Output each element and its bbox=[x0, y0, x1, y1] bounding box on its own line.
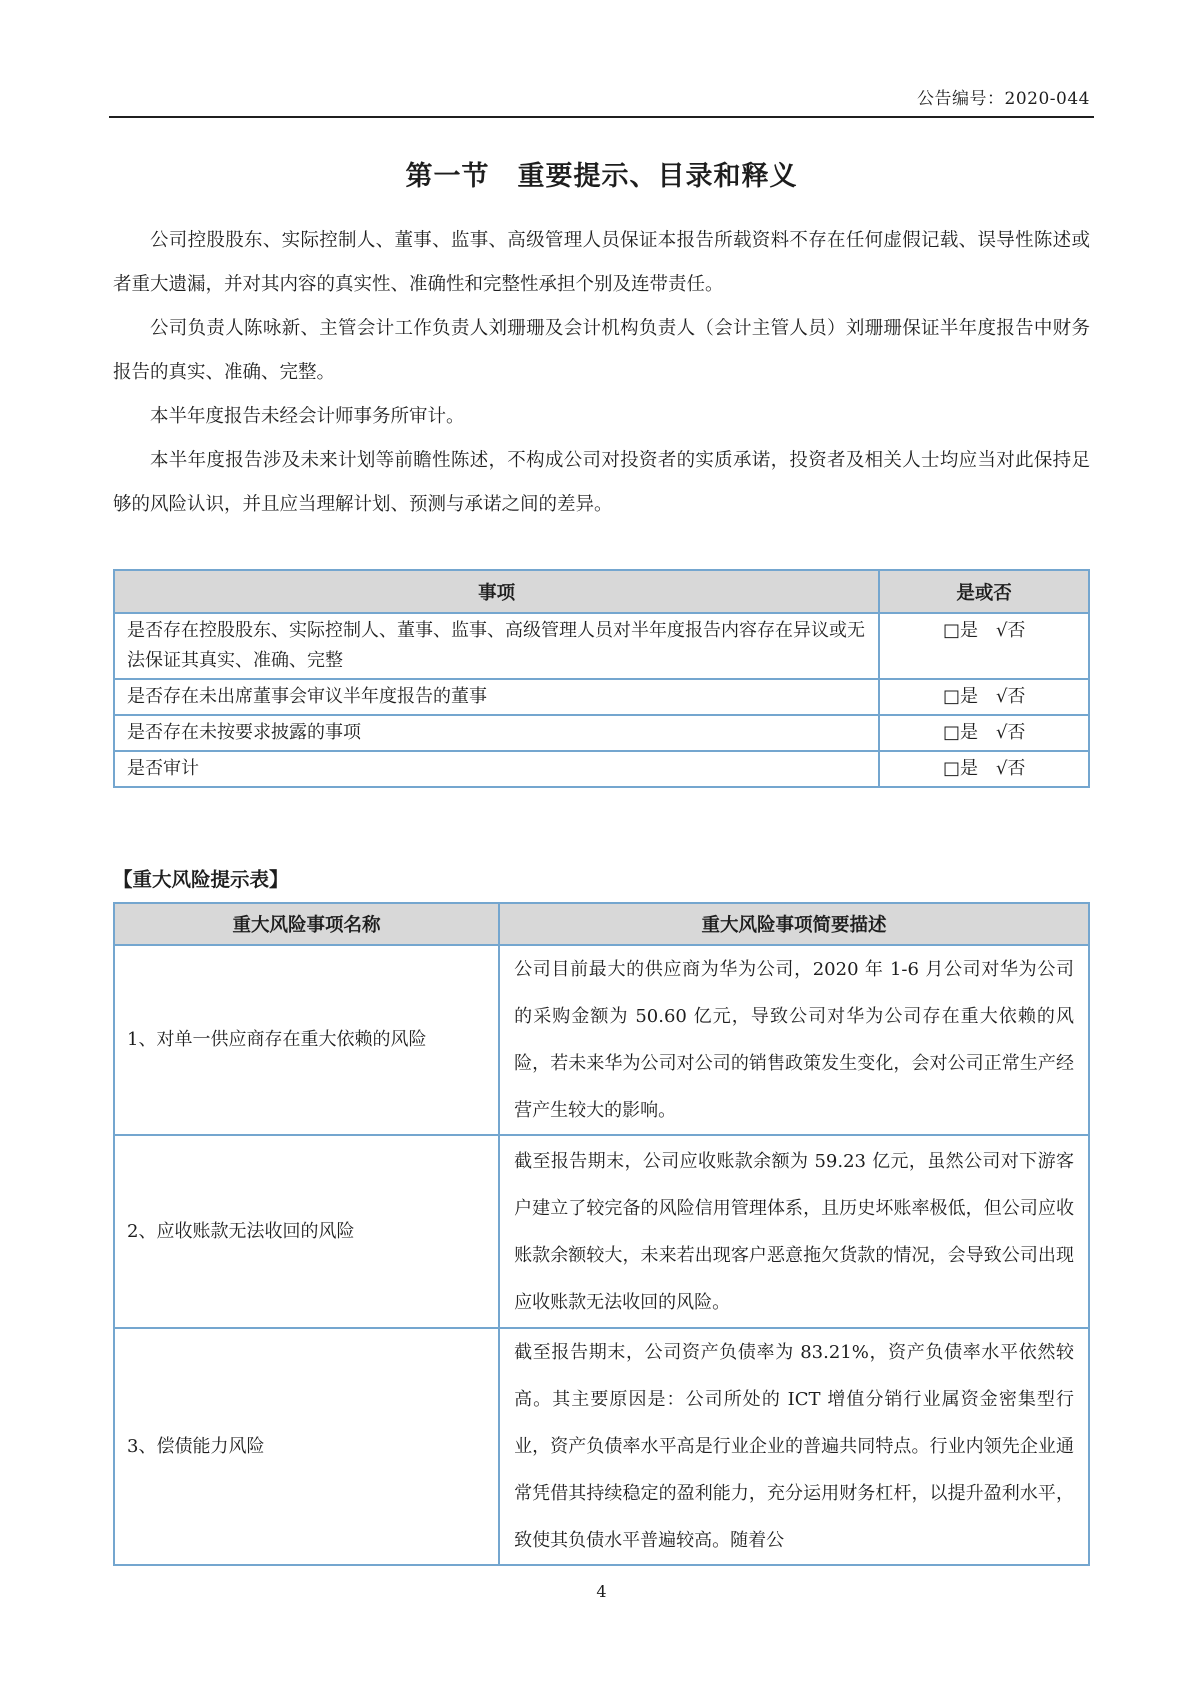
paragraph-forward-looking: 本半年度报告涉及未来计划等前瞻性陈述，不构成公司对投资者的实质承诺，投资者及相关人士均应当对此保持足够的风险认识，并且应当理解计划、预测与承诺之间的差异。 bbox=[113, 450, 1090, 515]
risk-description: 截至报告期末，公司资产负债率为 83.21%，资产负债率水平依然较高。其主要原因是：公司所处的 ICT 增值分销行业属资金密集型行业，资产负债率水平高是行业企业的普遍共同特点。行业内领先企业通常凭借其持续稳定的盈利能力，充分运用财务杠杆，以提升盈利水平，致使其负债水平普遍较高。随着公 bbox=[499, 1328, 1089, 1565]
risk-table bbox=[113, 902, 1090, 1566]
statement-table-header-row bbox=[114, 570, 1089, 613]
table-row bbox=[114, 945, 1089, 1135]
table-row bbox=[114, 751, 1089, 787]
paragraph-unaudited: 本半年度报告未经会计师事务所审计。 bbox=[150, 406, 465, 427]
risk-table-header-row bbox=[114, 903, 1089, 945]
risk-table-header-description: 重大风险事项简要描述 bbox=[499, 903, 1089, 945]
risk-name: 1、对单一供应商存在重大依赖的风险 bbox=[114, 945, 499, 1135]
statement-answer: □是 √否 bbox=[879, 751, 1089, 787]
risk-description: 公司目前最大的供应商为华为公司，2020 年 1-6 月公司对华为公司的采购金额为 50.60 亿元，导致公司对华为公司存在重大依赖的风险，若未来华为公司对公司的销售政策发生变化，会对公司正常生产经营产生较大的影响。 bbox=[499, 945, 1089, 1135]
statement-table-header-yesno: 是或否 bbox=[879, 570, 1089, 613]
statement-table bbox=[113, 569, 1090, 788]
table-row bbox=[114, 1328, 1089, 1565]
statement-answer: □是 √否 bbox=[879, 679, 1089, 715]
risk-name: 3、偿债能力风险 bbox=[114, 1328, 499, 1565]
table-row bbox=[114, 1135, 1089, 1328]
statement-item: 是否审计 bbox=[114, 751, 879, 787]
risk-table-header-name: 重大风险事项名称 bbox=[114, 903, 499, 945]
paragraph-responsible-persons: 公司负责人陈咏新、主管会计工作负责人刘珊珊及会计机构负责人（会计主管人员）刘珊珊保证半年度报告中财务报告的真实、准确、完整。 bbox=[113, 318, 1090, 383]
risk-description: 截至报告期末，公司应收账款余额为 59.23 亿元，虽然公司对下游客户建立了较完备的风险信用管理体系，且历史坏账率极低，但公司应收账款余额较大，未来若出现客户恶意拖欠货款的情况，会导致公司出现应收账款无法收回的风险。 bbox=[499, 1135, 1089, 1328]
risk-table-heading: 【重大风险提示表】 bbox=[113, 868, 289, 891]
statement-table-header-item: 事项 bbox=[114, 570, 879, 613]
header-rule bbox=[109, 116, 1094, 118]
statement-item: 是否存在未按要求披露的事项 bbox=[114, 715, 879, 751]
page-number: 4 bbox=[596, 1582, 607, 1601]
statement-answer: □是 √否 bbox=[879, 613, 1089, 679]
table-row bbox=[114, 715, 1089, 751]
statement-item: 是否存在控股股东、实际控制人、董事、监事、高级管理人员对半年度报告内容存在异议或无法保证其真实、准确、完整 bbox=[114, 613, 879, 679]
section-title: 第一节 重要提示、目录和释义 bbox=[405, 161, 798, 192]
announcement-number: 公告编号：2020-044 bbox=[917, 89, 1090, 109]
paragraph-guarantee: 公司控股股东、实际控制人、董事、监事、高级管理人员保证本报告所载资料不存在任何虚假记载、误导性陈述或者重大遗漏，并对其内容的真实性、准确性和完整性承担个别及连带责任。 bbox=[113, 230, 1090, 295]
statement-answer: □是 √否 bbox=[879, 715, 1089, 751]
table-row bbox=[114, 679, 1089, 715]
statement-item: 是否存在未出席董事会审议半年度报告的董事 bbox=[114, 679, 879, 715]
risk-name: 2、应收账款无法收回的风险 bbox=[114, 1135, 499, 1328]
intro-paragraphs bbox=[113, 219, 1090, 527]
table-row bbox=[114, 613, 1089, 679]
